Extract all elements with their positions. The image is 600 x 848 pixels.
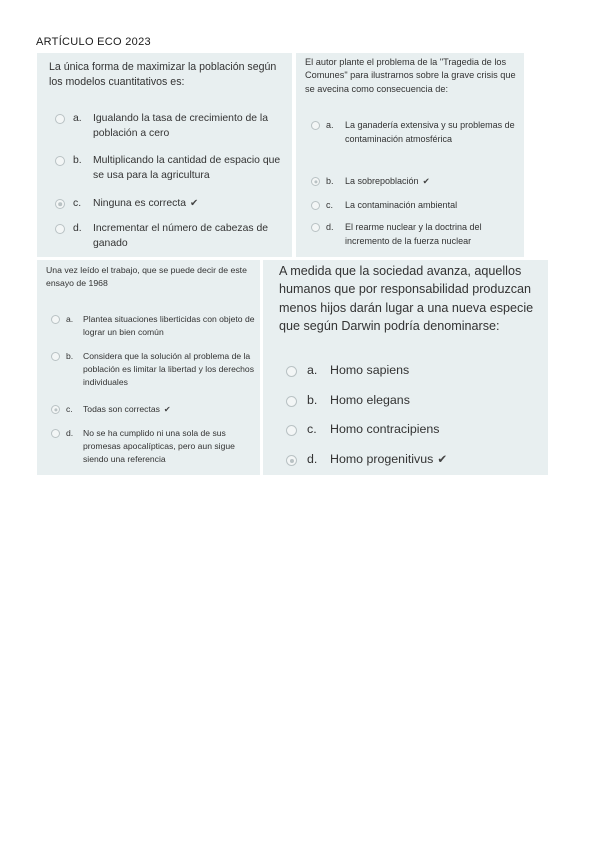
option-letter: a. (66, 314, 74, 324)
option-d[interactable] (311, 220, 518, 249)
option-text: El rearme nuclear y la doctrina del incremento de la fuerza nuclear (345, 222, 482, 247)
option-text: Igualando la tasa de crecimiento de la población a cero (93, 113, 269, 140)
check-icon: ✔ (437, 453, 448, 466)
option-d[interactable] (286, 451, 536, 467)
radio-icon[interactable] (311, 223, 320, 232)
option-text: Ninguna es correcta (93, 198, 186, 209)
question-card-3 (37, 260, 260, 475)
option-letter: c. (66, 404, 73, 414)
option-letter: a. (326, 120, 334, 130)
question-card-1 (37, 53, 292, 257)
question-card-4 (263, 260, 548, 475)
radio-icon[interactable] (286, 366, 297, 377)
check-icon: ✔ (422, 176, 430, 186)
radio-selected-icon[interactable] (286, 455, 297, 466)
option-letter: a. (73, 113, 82, 124)
option-b[interactable] (311, 174, 518, 189)
option-text: La contaminación ambiental (345, 200, 458, 210)
option-text: Homo contracipiens (330, 422, 440, 436)
option-b[interactable] (55, 153, 285, 183)
question-text: A medida que la sociedad avanza, aquellos humanos que por responsabilidad produzcan menos hijos darán lugar a una nueva especie que según Darwin podría denominarse: (279, 264, 534, 334)
option-a[interactable] (311, 118, 518, 147)
question-text: La única forma de maximizar la población según los modelos cuantitativos es: (49, 61, 277, 89)
option-text: No se ha cumplido ni una sola de sus promesas apocalípticas, pero aun sigue siendo una referencia (83, 428, 235, 464)
radio-selected-icon[interactable] (55, 199, 65, 209)
option-a[interactable] (55, 111, 285, 141)
question-text: Una vez leído el trabajo, que se puede decir de este ensayo de 1968 (46, 265, 247, 288)
radio-icon[interactable] (55, 114, 65, 124)
option-a[interactable] (51, 313, 257, 339)
option-letter: c. (326, 200, 334, 210)
question-text: El autor plante el problema de la "Tragedia de los Comunes" para ilustrarnos sobre la grave crisis que se avecina como consecuencia de: (305, 57, 516, 94)
option-text: Plantea situaciones liberticidas con objeto de lograr un bien común (83, 314, 255, 337)
radio-icon[interactable] (55, 156, 65, 166)
option-d[interactable] (55, 221, 285, 251)
radio-icon[interactable] (51, 315, 60, 324)
radio-selected-icon[interactable] (311, 177, 320, 186)
check-icon: ✔ (190, 198, 199, 209)
option-letter: b. (326, 176, 334, 186)
option-letter: d. (66, 428, 74, 438)
option-letter: d. (73, 223, 82, 234)
option-b[interactable] (51, 350, 257, 389)
option-text: Homo sapiens (330, 363, 410, 377)
document-title: ARTÍCULO ECO 2023 (36, 36, 151, 48)
radio-icon[interactable] (311, 121, 320, 130)
option-letter: c. (73, 198, 82, 209)
option-text: Homo progenitivus (330, 452, 434, 466)
radio-icon[interactable] (55, 224, 65, 234)
check-icon: ✔ (163, 405, 171, 414)
option-letter: d. (326, 222, 334, 232)
option-c[interactable] (311, 198, 518, 212)
option-c[interactable] (55, 196, 285, 211)
option-text: Multiplicando la cantidad de espacio que se usa para la agricultura (93, 155, 281, 182)
radio-icon[interactable] (286, 396, 297, 407)
radio-icon[interactable] (51, 352, 60, 361)
option-c[interactable] (286, 421, 536, 437)
option-letter: c. (307, 422, 317, 436)
option-c[interactable] (51, 403, 257, 416)
option-text: Homo elegans (330, 393, 410, 407)
option-text: La ganadería extensiva y su problemas de contaminación atmosférica (345, 120, 515, 145)
option-letter: b. (307, 393, 318, 407)
radio-icon[interactable] (286, 425, 297, 436)
option-text: Incrementar el número de cabezas de ganado (93, 223, 269, 250)
option-text: La sobrepoblación (345, 176, 419, 186)
option-letter: d. (307, 452, 318, 466)
radio-selected-icon[interactable] (51, 405, 60, 414)
radio-icon[interactable] (51, 429, 60, 438)
question-card-2 (296, 53, 524, 257)
option-letter: b. (66, 351, 74, 361)
option-text: Considera que la solución al problema de la población es limitar la libertad y los derechos individuales (83, 351, 255, 387)
option-letter: a. (307, 363, 318, 377)
radio-icon[interactable] (311, 201, 320, 210)
option-b[interactable] (286, 392, 536, 408)
option-d[interactable] (51, 427, 257, 466)
option-letter: b. (73, 155, 82, 166)
option-text: Todas son correctas (83, 404, 160, 414)
option-a[interactable] (286, 362, 536, 378)
